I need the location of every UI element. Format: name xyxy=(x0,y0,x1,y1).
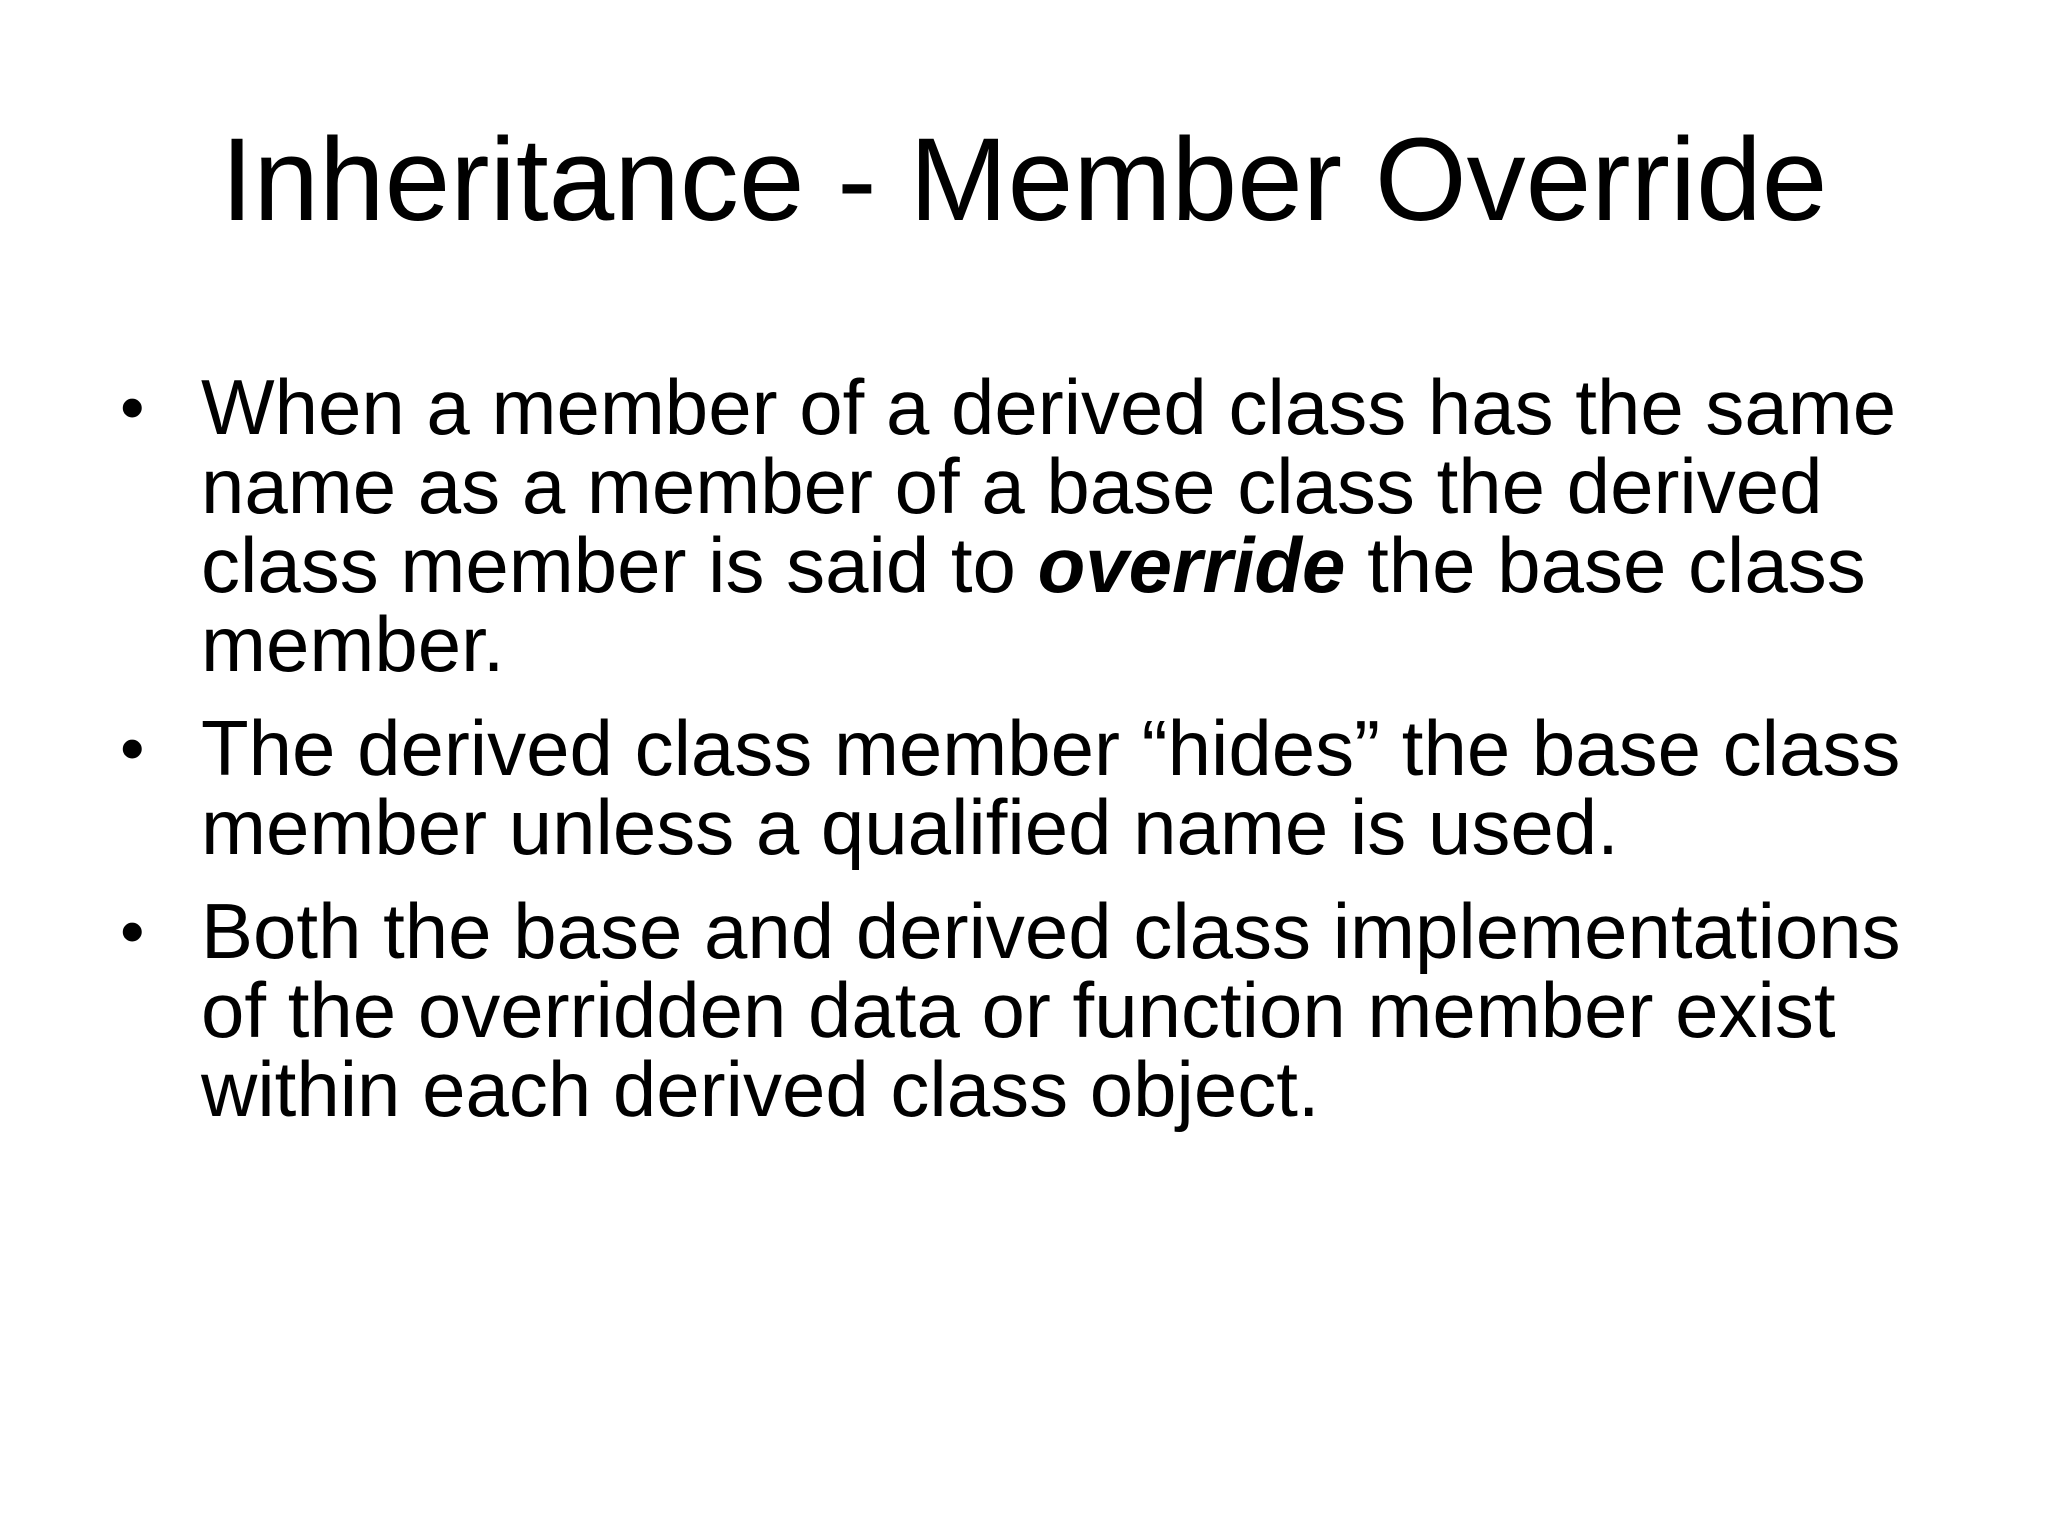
bullet-emphasis: override xyxy=(1037,521,1346,609)
slide-title: Inheritance - Member Override xyxy=(220,114,1828,246)
bullet-dot: • xyxy=(120,709,145,787)
bullet-dot: • xyxy=(120,892,145,970)
bullet-text: Both the base and derived class implementations of the overridden data or function member exist within each derived class object. xyxy=(201,887,1901,1133)
bullet-text-after: the base class member. xyxy=(201,521,1866,688)
bullet-list xyxy=(120,363,1970,1154)
bullet-text: The derived class member “hides” the base class member unless a qualified name is used. xyxy=(201,704,1901,871)
bullet-dot: • xyxy=(120,368,145,446)
bullet-item xyxy=(120,887,1970,1133)
bullet-item xyxy=(120,704,1970,871)
bullet-item xyxy=(120,363,1970,688)
bullet-text-before: When a member of a derived class has the same name as a member of a base class the derived class member is said to xyxy=(201,363,1897,609)
